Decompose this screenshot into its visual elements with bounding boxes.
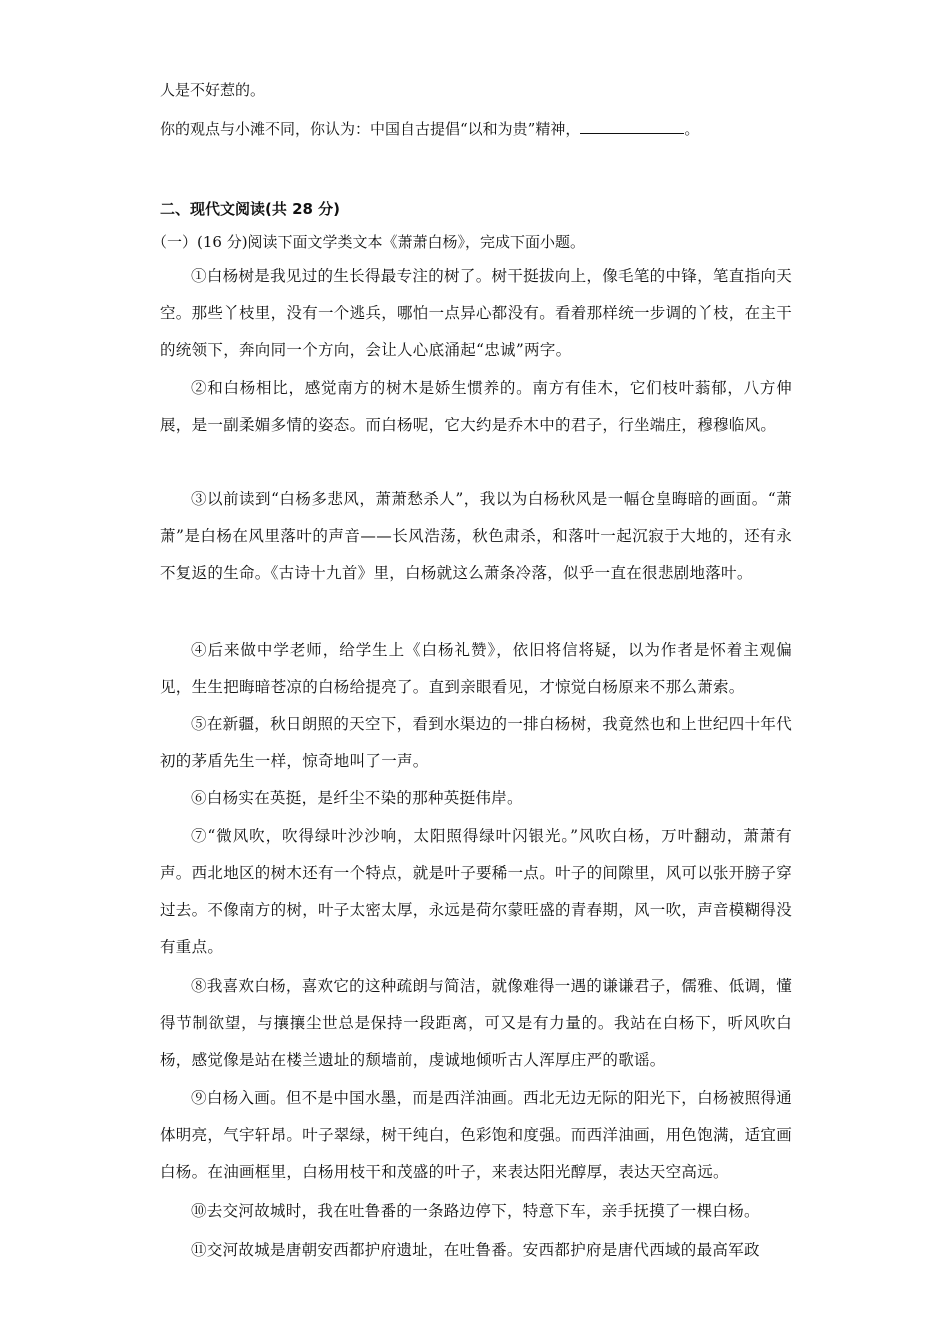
answer-blank[interactable] bbox=[580, 119, 684, 134]
section-title: 二、现代文阅读(共 28 分) bbox=[160, 200, 341, 218]
question-end: 。 bbox=[684, 120, 700, 138]
paragraph-11: ⑪交河故城是唐朝安西都护府遗址，在吐鲁番。安西都护府是唐代西域的最高军政 bbox=[191, 1241, 760, 1259]
question-line bbox=[160, 119, 699, 139]
section-subtitle: （一）(16 分)阅读下面文学类文本《萧萧白杨》，完成下面小题。 bbox=[152, 233, 586, 251]
paragraph-4: ④后来做中学老师，给学生上《白杨礼赞》，依旧将信将疑，以为作者是怀着主观偏见，生生把晦暗苍凉的白杨给提亮了。直到亲眼看见，才惊觉白杨原来不那么萧索。 bbox=[160, 641, 792, 696]
paragraph-5: ⑤在新疆，秋日朗照的天空下，看到水渠边的一排白杨树，我竟然也和上世纪四十年代初的茅盾先生一样，惊奇地叫了一声。 bbox=[160, 715, 792, 770]
paragraph-8: ⑧我喜欢白杨，喜欢它的这种疏朗与简洁，就像难得一遇的谦谦君子，儒雅、低调，懂得节制欲望，与攘攘尘世总是保持一段距离，可又是有力量的。我站在白杨下，听风吹白杨，感觉像是站在楼兰遗址的颓墙前，虔诚地倾听古人浑厚庄严的歌谣。 bbox=[160, 977, 792, 1069]
paragraph-3: ③以前读到“白杨多悲风，萧萧愁杀人”，我以为白杨秋风是一幅仓皇晦暗的画面。“萧萧”是白杨在风里落叶的声音——长风浩荡，秋色肃杀，和落叶一起沉寂于大地的，还有永不复返的生命。《古诗十九首》里，白杨就这么萧条冷落，似乎一直在很悲剧地落叶。 bbox=[160, 490, 792, 582]
paragraph-6: ⑥白杨实在英挺，是纤尘不染的那种英挺伟岸。 bbox=[191, 789, 523, 807]
intro-line: 人是不好惹的。 bbox=[160, 81, 266, 99]
paragraph-10: ⑩去交河故城时，我在吐鲁番的一条路边停下，特意下车，亲手抚摸了一棵白杨。 bbox=[191, 1202, 760, 1220]
paragraph-9: ⑨白杨入画。但不是中国水墨，而是西洋油画。西北无边无际的阳光下，白杨被照得通体明亮，气宇轩昂。叶子翠绿，树干纯白，色彩饱和度强。而西洋油画，用色饱满，适宜画白杨。在油画框里，白杨用枝干和茂盛的叶子，来表达阳光醇厚，表达天空高远。 bbox=[160, 1089, 793, 1181]
paragraph-1: ①白杨树是我见过的生长得最专注的树了。树干挺拔向上，像毛笔的中锋，笔直指向天空。那些丫枝里，没有一个逃兵，哪怕一点异心都没有。看着那样统一步调的丫枝，在主干的统领下，奔向同一个方向，会让人心底涌起“忠诚”两字。 bbox=[160, 267, 793, 359]
paragraph-7: ⑦“微风吹，吹得绿叶沙沙响，太阳照得绿叶闪银光。”风吹白杨，万叶翻动，萧萧有声。西北地区的树木还有一个特点，就是叶子要稀一点。叶子的间隙里，风可以张开膀子穿过去。不像南方的树，叶子太密太厚，永远是荷尔蒙旺盛的青春期，风一吹，声音模糊得没有重点。 bbox=[160, 827, 793, 956]
paragraph-2: ②和白杨相比，感觉南方的树木是娇生惯养的。南方有佳木，它们枝叶蓊郁，八方伸展，是一副柔媚多情的姿态。而白杨呢，它大约是乔木中的君子，行坐端庄，穆穆临风。 bbox=[160, 379, 792, 434]
question-text: 你的观点与小滩不同，你认为：中国自古提倡“以和为贵”精神， bbox=[160, 120, 581, 138]
